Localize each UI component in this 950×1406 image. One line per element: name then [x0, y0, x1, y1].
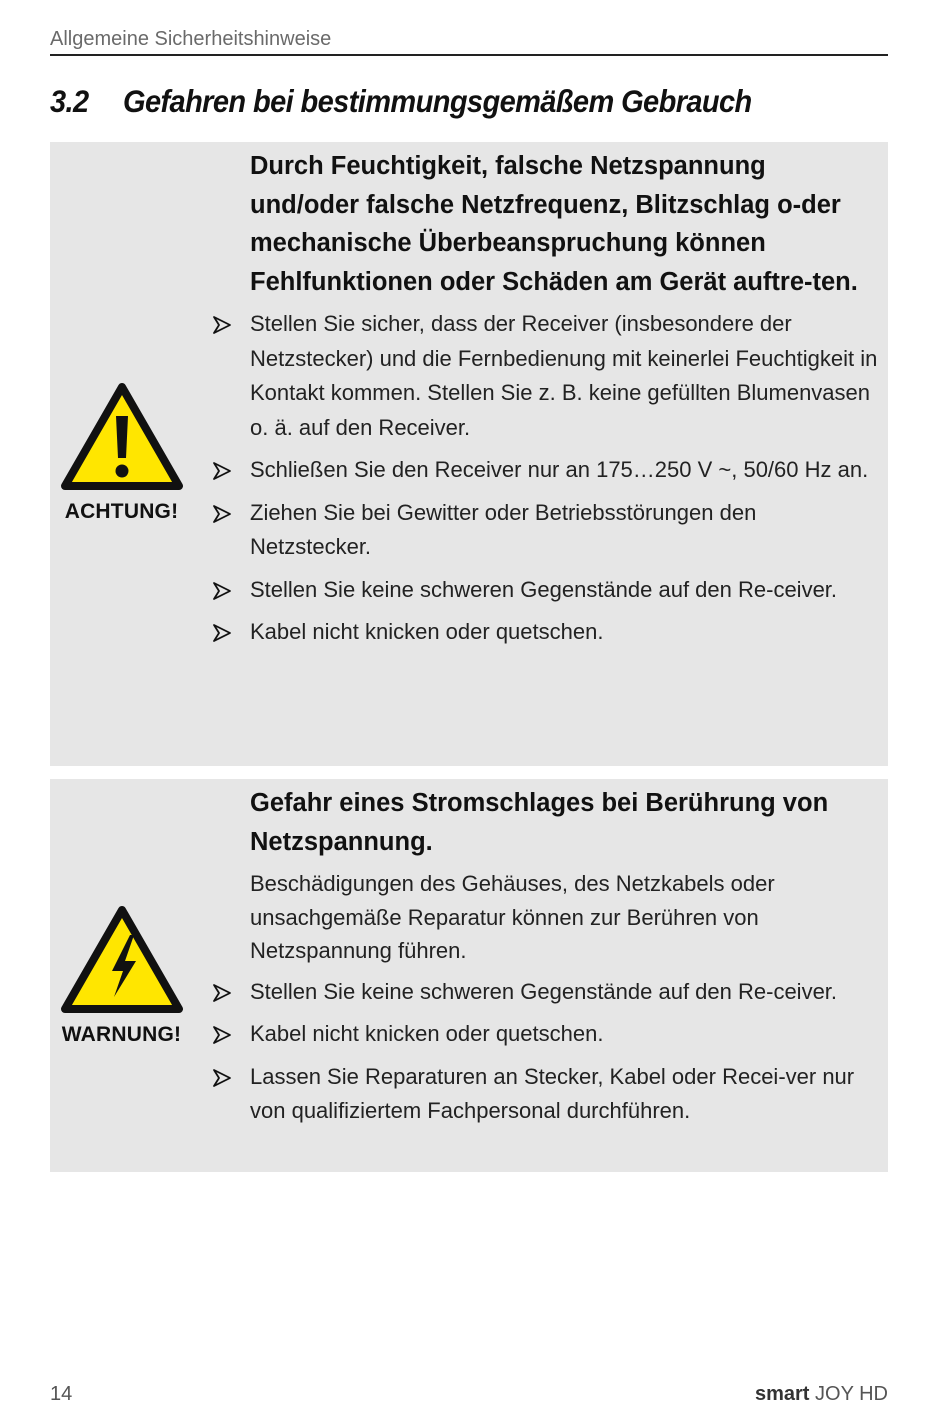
warning-intro: Beschädigungen des Gehäuses, des Netzkabels oder unsachgemäße Reparatur können zur Berühren von Netzspannung führen. — [250, 871, 775, 963]
warning-notice-box — [50, 779, 888, 1172]
list-item — [250, 1017, 880, 1052]
caution-text — [250, 147, 880, 658]
arrow-bullet-icon — [212, 1068, 232, 1088]
arrow-bullet-icon — [212, 983, 232, 1003]
arrow-bullet-icon — [212, 504, 232, 524]
arrow-bullet-icon — [212, 623, 232, 643]
list-item — [250, 496, 880, 565]
section-title-text: Gefahren bei bestimmungsgemäßem Gebrauch — [123, 84, 752, 120]
list-item — [250, 1060, 880, 1129]
caution-notice-box — [50, 142, 888, 766]
arrow-bullet-icon — [212, 1025, 232, 1045]
high-voltage-icon — [60, 905, 184, 1015]
bullet-text: Stellen Sie keine schweren Gegenstände auf den Re-ceiver. — [250, 576, 838, 602]
list-item — [250, 573, 880, 608]
footer-product-name: JOY HD — [815, 1383, 888, 1405]
warning-bullet-list — [250, 975, 880, 1129]
footer-product-brand: smart — [754, 1383, 810, 1405]
arrow-bullet-icon — [212, 315, 232, 335]
bullet-text: Lassen Sie Reparaturen an Stecker, Kabel oder Recei-ver nur von qualifiziertem Fachpersonal durchführen. — [250, 1063, 855, 1123]
section-title — [50, 80, 752, 124]
caution-bullet-list — [250, 307, 880, 650]
warning-sign — [50, 905, 193, 1047]
running-header — [50, 27, 888, 56]
bullet-text: Kabel nicht knicken oder quetschen. — [250, 619, 604, 644]
arrow-bullet-icon — [212, 461, 232, 481]
warning-label: WARNUNG! — [61, 1023, 182, 1046]
caution-sign — [50, 382, 193, 524]
warning-heading: Gefahr eines Stromschlages bei Berührung von Netzspannung. — [250, 789, 829, 856]
warning-text — [250, 784, 880, 1137]
page-number: 14 — [50, 1383, 73, 1405]
arrow-bullet-icon — [212, 581, 232, 601]
list-item — [250, 975, 880, 1010]
caution-exclamation-icon — [60, 382, 184, 492]
caution-heading: Durch Feuchtigkeit, falsche Netzspannung und/oder falsche Netzfrequenz, Blitzschlag o-der mechanische Überbeanspruchung können Fehlfunktionen oder Schäden am Gerät auftre-ten. — [250, 152, 858, 296]
bullet-text: Schließen Sie den Receiver nur an 175…250 V ~, 50/60 Hz an. — [250, 457, 869, 482]
bullet-text: Ziehen Sie bei Gewitter oder Betriebsstörungen den Netzstecker. — [250, 499, 757, 559]
bullet-text: Stellen Sie keine schweren Gegenstände auf den Re-ceiver. — [250, 978, 838, 1004]
list-item — [250, 307, 880, 445]
bullet-text: Stellen Sie sicher, dass der Receiver (insbesondere der Netzstecker) und die Fernbedienung mit keinerlei Feuchtigkeit in Kontakt kommen. Stellen Sie z. B. keine gefüllten Blumenvasen o. ä. auf den Receiver. — [250, 311, 878, 440]
caution-label: ACHTUNG! — [64, 500, 179, 523]
section-number: 3.2 — [50, 84, 89, 120]
list-item — [250, 453, 880, 488]
bullet-text: Kabel nicht knicken oder quetschen. — [250, 1021, 604, 1046]
running-header-title: Allgemeine Sicherheitshinweise — [50, 28, 332, 50]
list-item — [250, 615, 880, 650]
